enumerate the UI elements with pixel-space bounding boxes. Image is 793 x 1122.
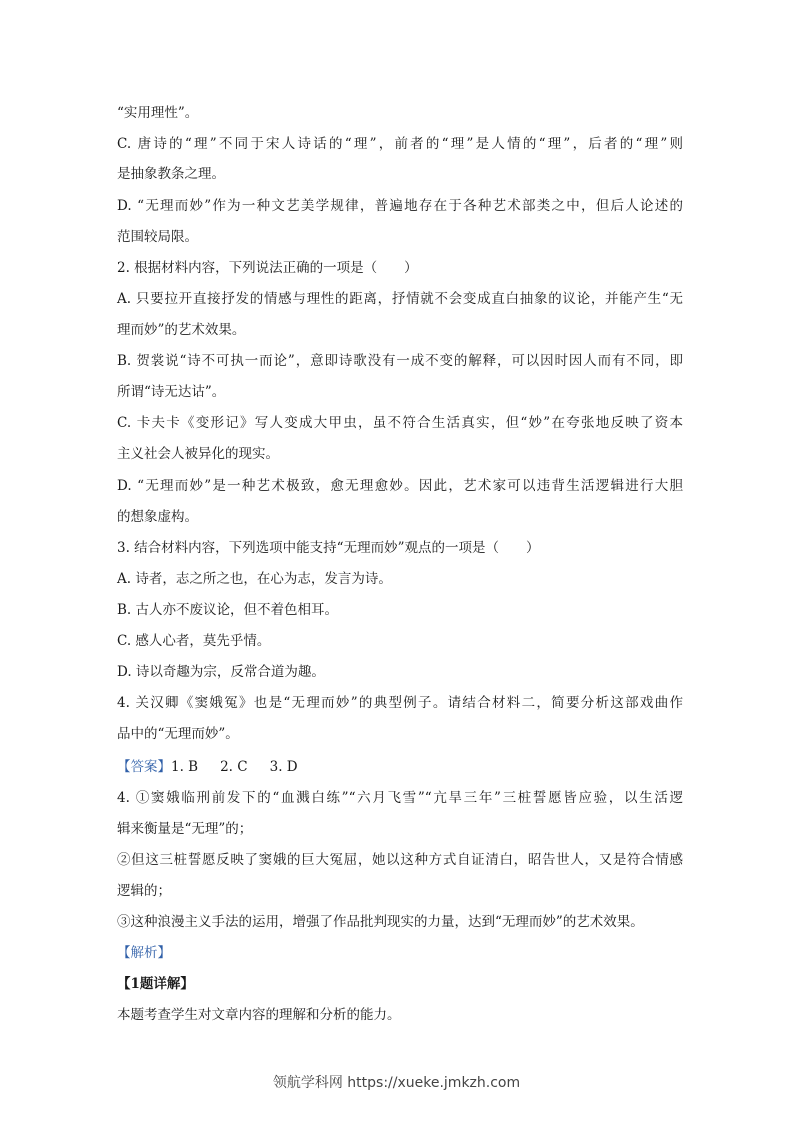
footer-watermark: 领航学科网 https://xueke.jmkzh.com: [272, 1075, 521, 1091]
answer-line: [117, 757, 683, 777]
text-line: 主义社会人被异化的现实。: [117, 446, 279, 462]
option-c: C. 感人心者，莫先乎情。: [117, 633, 271, 649]
answer-label: 【答案】: [117, 759, 171, 775]
question-3-stem: 3. 结合材料内容，下列选项中能支持“无理而妙”观点的一项是（ ）: [117, 540, 540, 556]
option-d: D. 诗以奇趣为宗，反常合道为趣。: [117, 664, 325, 680]
answer-text-line: ③这种浪漫主义手法的运用，增强了作品批判现实的力量，达到“无理而妙”的艺术效果。: [117, 914, 644, 930]
text-line: C. 唐诗的“理”不同于宋人诗话的“理”，前者的“理”是人情的“理”，后者的“理”则: [117, 136, 683, 152]
text-line: B. 贺裳说“诗不可执一而论”，意即诗歌没有一成不变的解释，可以因时因人而有不同，即: [117, 353, 683, 369]
analysis-label: 【解析】: [117, 945, 171, 961]
text-line: “实用理性”。: [117, 105, 199, 121]
text-line: C. 卡夫卡《变形记》写人变成大甲虫，虽不符合生活真实，但“妙”在夸张地反映了资本: [117, 415, 683, 431]
text-line: 理而妙”的艺术效果。: [117, 322, 246, 338]
text-line: A. 只要拉开直接抒发的情感与理性的距离，抒情就不会变成直白抽象的议论，并能产生“无: [117, 291, 683, 307]
answer-item: 1. B: [171, 759, 199, 775]
answer-text-line: 4. ①窦娥临刑前发下的“血溅白练”“六月飞雪”“亢旱三年”三桩誓愿皆应验，以生活逻: [117, 790, 683, 806]
text-line: D. “无理而妙”是一种艺术极致，愈无理愈妙。因此，艺术家可以违背生活逻辑进行大胆: [117, 478, 683, 494]
text-line: 品中的“无理而妙”。: [117, 726, 239, 742]
answer-text-line: 辑来衡量是“无理”的；: [117, 821, 253, 837]
text-line: 所谓“诗无达诂”。: [117, 384, 226, 400]
answer-text-line: ②但这三桩誓愿反映了窦娥的巨大冤屈，她以这种方式自证清白，昭告世人，又是符合情感: [117, 852, 683, 868]
question-4-stem: 4. 关汉卿《窦娥冤》也是“无理而妙”的典型例子。请结合材料二，简要分析这部戏曲作: [117, 695, 683, 711]
option-b: B. 古人亦不废议论，但不着色相耳。: [117, 602, 339, 618]
text-line: 是抽象教条之理。: [117, 166, 225, 182]
text-line: 的想象虚构。: [117, 509, 198, 525]
detail-text: 本题考查学生对文章内容的理解和分析的能力。: [117, 1007, 401, 1023]
text-line: 范围较局限。: [117, 229, 198, 245]
answer-item: 3. D: [269, 759, 298, 775]
option-a: A. 诗者，志之所之也，在心为志，发言为诗。: [117, 571, 392, 587]
text-line: D. “无理而妙”作为一种文艺美学规律，普遍地存在于各种艺术部类之中，但后人论述的: [117, 198, 683, 214]
answer-item: 2. C: [220, 759, 248, 775]
detail-label: 【1题详解】: [117, 976, 194, 992]
answer-text-line: 逻辑的；: [117, 883, 171, 899]
question-2-stem: 2. 根据材料内容，下列说法正确的一项是（ ）: [117, 260, 418, 276]
